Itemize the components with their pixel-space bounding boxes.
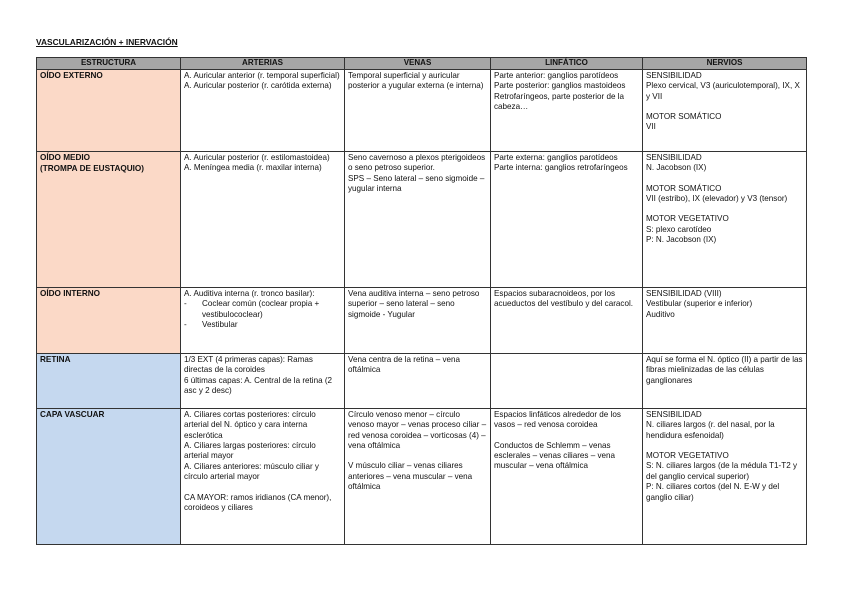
linfatico-cell bbox=[491, 354, 643, 409]
header-row bbox=[37, 58, 807, 70]
text-line: SENSIBILIDAD (VIII) bbox=[646, 289, 722, 298]
header-estructura: ESTRUCTURA bbox=[37, 58, 181, 70]
text-line: Parte anterior: ganglios parotídeos bbox=[494, 71, 619, 80]
dash-list-item bbox=[184, 320, 341, 330]
text-line: Plexo cervical, V3 (auriculotemporal), IX, X y VII bbox=[646, 81, 800, 101]
text-line: Aquí se forma el N. óptico (II) a partir de las fibras mielinizadas de las células ganglionares bbox=[646, 355, 803, 385]
table-row-oido-medio bbox=[37, 152, 807, 288]
venas-cell bbox=[345, 409, 491, 545]
text-line: A. Ciliares anteriores: músculo ciliar y círculo arterial mayor bbox=[184, 461, 319, 482]
document-title: VASCULARIZACIÓN + INERVACIÓN bbox=[36, 37, 178, 47]
table-row-capa-vascular bbox=[37, 409, 807, 545]
text-line: VII (estribo), IX (elevador) y V3 (tensor) bbox=[646, 194, 788, 204]
table-row-oido-interno bbox=[37, 288, 807, 354]
spacer bbox=[348, 451, 487, 461]
nervios-cell bbox=[643, 70, 807, 152]
text-line: Parte interna: ganglios retrofaríngeos bbox=[494, 163, 628, 173]
arterias-cell bbox=[181, 409, 345, 545]
text-line: A. Auditiva interna (r. tronco basilar): bbox=[184, 289, 315, 298]
text-line: Espacios subaracnoideos, por los acueductos del vestíbulo y del caracol. bbox=[494, 289, 634, 309]
table-row-oido-externo bbox=[37, 70, 807, 152]
text-line: SENSIBILIDAD bbox=[646, 153, 702, 162]
spacer bbox=[646, 102, 803, 112]
structure-line: OÍDO MEDIO bbox=[40, 153, 91, 162]
venas-cell bbox=[345, 152, 491, 288]
text-line: N. Jacobson (IX) bbox=[646, 163, 707, 173]
text-line: A. Auricular posterior (r. carótida externa) bbox=[184, 81, 332, 91]
text-line: MOTOR SOMÁTICO bbox=[646, 183, 722, 193]
structure-cell: CAPA VASCUAR bbox=[37, 409, 181, 545]
linfatico-cell bbox=[491, 288, 643, 354]
text-line: A. Meníngea media (r. maxilar interna) bbox=[184, 163, 322, 173]
nervios-cell bbox=[643, 288, 807, 354]
text-line: Círculo venoso menor – círculo venoso mayor – venas proceso ciliar – red venosa coroidea – vorticosas (4) – vena oftálmica bbox=[348, 410, 487, 451]
venas-cell bbox=[345, 354, 491, 409]
structure-cell: OÍDO EXTERNO bbox=[37, 70, 181, 152]
arterias-cell bbox=[181, 152, 345, 288]
table-row-retina bbox=[37, 354, 807, 409]
text-line: Seno cavernoso a plexos pterigoideos o seno petroso superior. bbox=[348, 153, 486, 173]
text-line: A. Ciliares largas posteriores: círculo arterial mayor bbox=[184, 441, 316, 461]
header-venas: VENAS bbox=[345, 58, 491, 70]
text-line: Vena auditiva interna – seno petroso superior – seno lateral – seno sigmoide - Yugular bbox=[348, 289, 480, 319]
text-line: P: N. ciliares cortos (del N. E-W y del ganglio ciliar) bbox=[646, 482, 780, 502]
structure-line: (TROMPA DE EUSTAQUIO) bbox=[40, 163, 145, 173]
text-line: Coclear común (coclear propia + vestibulococlear) bbox=[202, 299, 320, 319]
structure-cell: RETINA bbox=[37, 354, 181, 409]
text-line: S: N. ciliares largos (de la médula T1-T2 y del ganglio cervical superior) bbox=[646, 461, 797, 481]
text-line: V músculo ciliar – venas ciliares anteriores – vena muscular – vena oftálmica bbox=[348, 461, 473, 492]
arterias-cell bbox=[181, 354, 345, 409]
text-line: A. Auricular posterior (r. estilomastoidea) bbox=[184, 153, 330, 162]
text-line: SPS – Seno lateral – seno sigmoide – yugular interna bbox=[348, 173, 485, 194]
text-line: N. ciliares largos (r. del nasal, por la hendidura esfenoidal) bbox=[646, 420, 775, 440]
text-line: Temporal superficial y auricular posterior a yugular externa (e interna) bbox=[348, 71, 484, 91]
text-line: 6 últimas capas: A. Central de la retina (2 asc y 2 desc) bbox=[184, 375, 333, 396]
linfatico-cell bbox=[491, 70, 643, 152]
arterias-cell bbox=[181, 288, 345, 354]
text-line: Espacios linfáticos alrededor de los vasos – red venosa coroidea bbox=[494, 410, 621, 430]
arterias-cell bbox=[181, 70, 345, 152]
linfatico-cell bbox=[491, 152, 643, 288]
dash-bullet: - bbox=[184, 320, 187, 330]
nervios-cell bbox=[643, 354, 807, 409]
spacer bbox=[646, 204, 803, 214]
text-line: MOTOR SOMÁTICO bbox=[646, 112, 722, 122]
text-line: Retrofaríngeos, parte posterior de la cabeza… bbox=[494, 91, 625, 112]
text-line: Auditivo bbox=[646, 309, 675, 319]
dash-bullet: - bbox=[184, 299, 187, 309]
text-line: A. Ciliares cortas posteriores: círculo arterial del N. óptico y cara interna esclerótica bbox=[184, 410, 316, 440]
text-line: Vestibular (superior e inferior) bbox=[646, 299, 753, 309]
text-line: 1/3 EXT (4 primeras capas): Ramas directas de la coroides bbox=[184, 355, 313, 375]
text-line: P: N. Jacobson (IX) bbox=[646, 235, 717, 245]
spacer bbox=[494, 431, 639, 441]
nervios-cell bbox=[643, 152, 807, 288]
spacer bbox=[646, 174, 803, 184]
nervios-cell bbox=[643, 409, 807, 545]
text-line: VII bbox=[646, 122, 656, 132]
header-arterias: ARTERIAS bbox=[181, 58, 345, 70]
text-line: MOTOR VEGETATIVO bbox=[646, 451, 729, 461]
text-line: Parte posterior: ganglios mastoideos bbox=[494, 81, 626, 91]
linfatico-cell bbox=[491, 409, 643, 545]
venas-cell bbox=[345, 70, 491, 152]
text-line: Vena centra de la retina – vena oftálmica bbox=[348, 355, 461, 375]
structure-cell: OÍDO INTERNO bbox=[37, 288, 181, 354]
text-line: SENSIBILIDAD bbox=[646, 410, 702, 419]
text-line: CA MAYOR: ramos iridianos (CA menor), coroideos y ciliares bbox=[184, 492, 332, 512]
text-line: A. Auricular anterior (r. temporal superficial) bbox=[184, 71, 340, 80]
text-line: SENSIBILIDAD bbox=[646, 71, 702, 80]
header-nervios: NERVIOS bbox=[643, 58, 807, 70]
spacer bbox=[646, 441, 803, 451]
structure-cell bbox=[37, 152, 181, 288]
text-line: MOTOR VEGETATIVO bbox=[646, 214, 729, 224]
text-line: Parte externa: ganglios parotídeos bbox=[494, 153, 618, 162]
dash-list-item bbox=[184, 299, 341, 320]
text-line: Vestibular bbox=[202, 320, 238, 330]
spacer bbox=[184, 483, 341, 493]
venas-cell bbox=[345, 288, 491, 354]
vascularization-table bbox=[36, 57, 807, 545]
text-line: Conductos de Schlemm – venas esclerales – venas ciliares – vena muscular – vena oftálmica bbox=[494, 440, 616, 471]
header-linfatico: LINFÁTICO bbox=[491, 58, 643, 70]
text-line: S: plexo carotídeo bbox=[646, 224, 712, 234]
